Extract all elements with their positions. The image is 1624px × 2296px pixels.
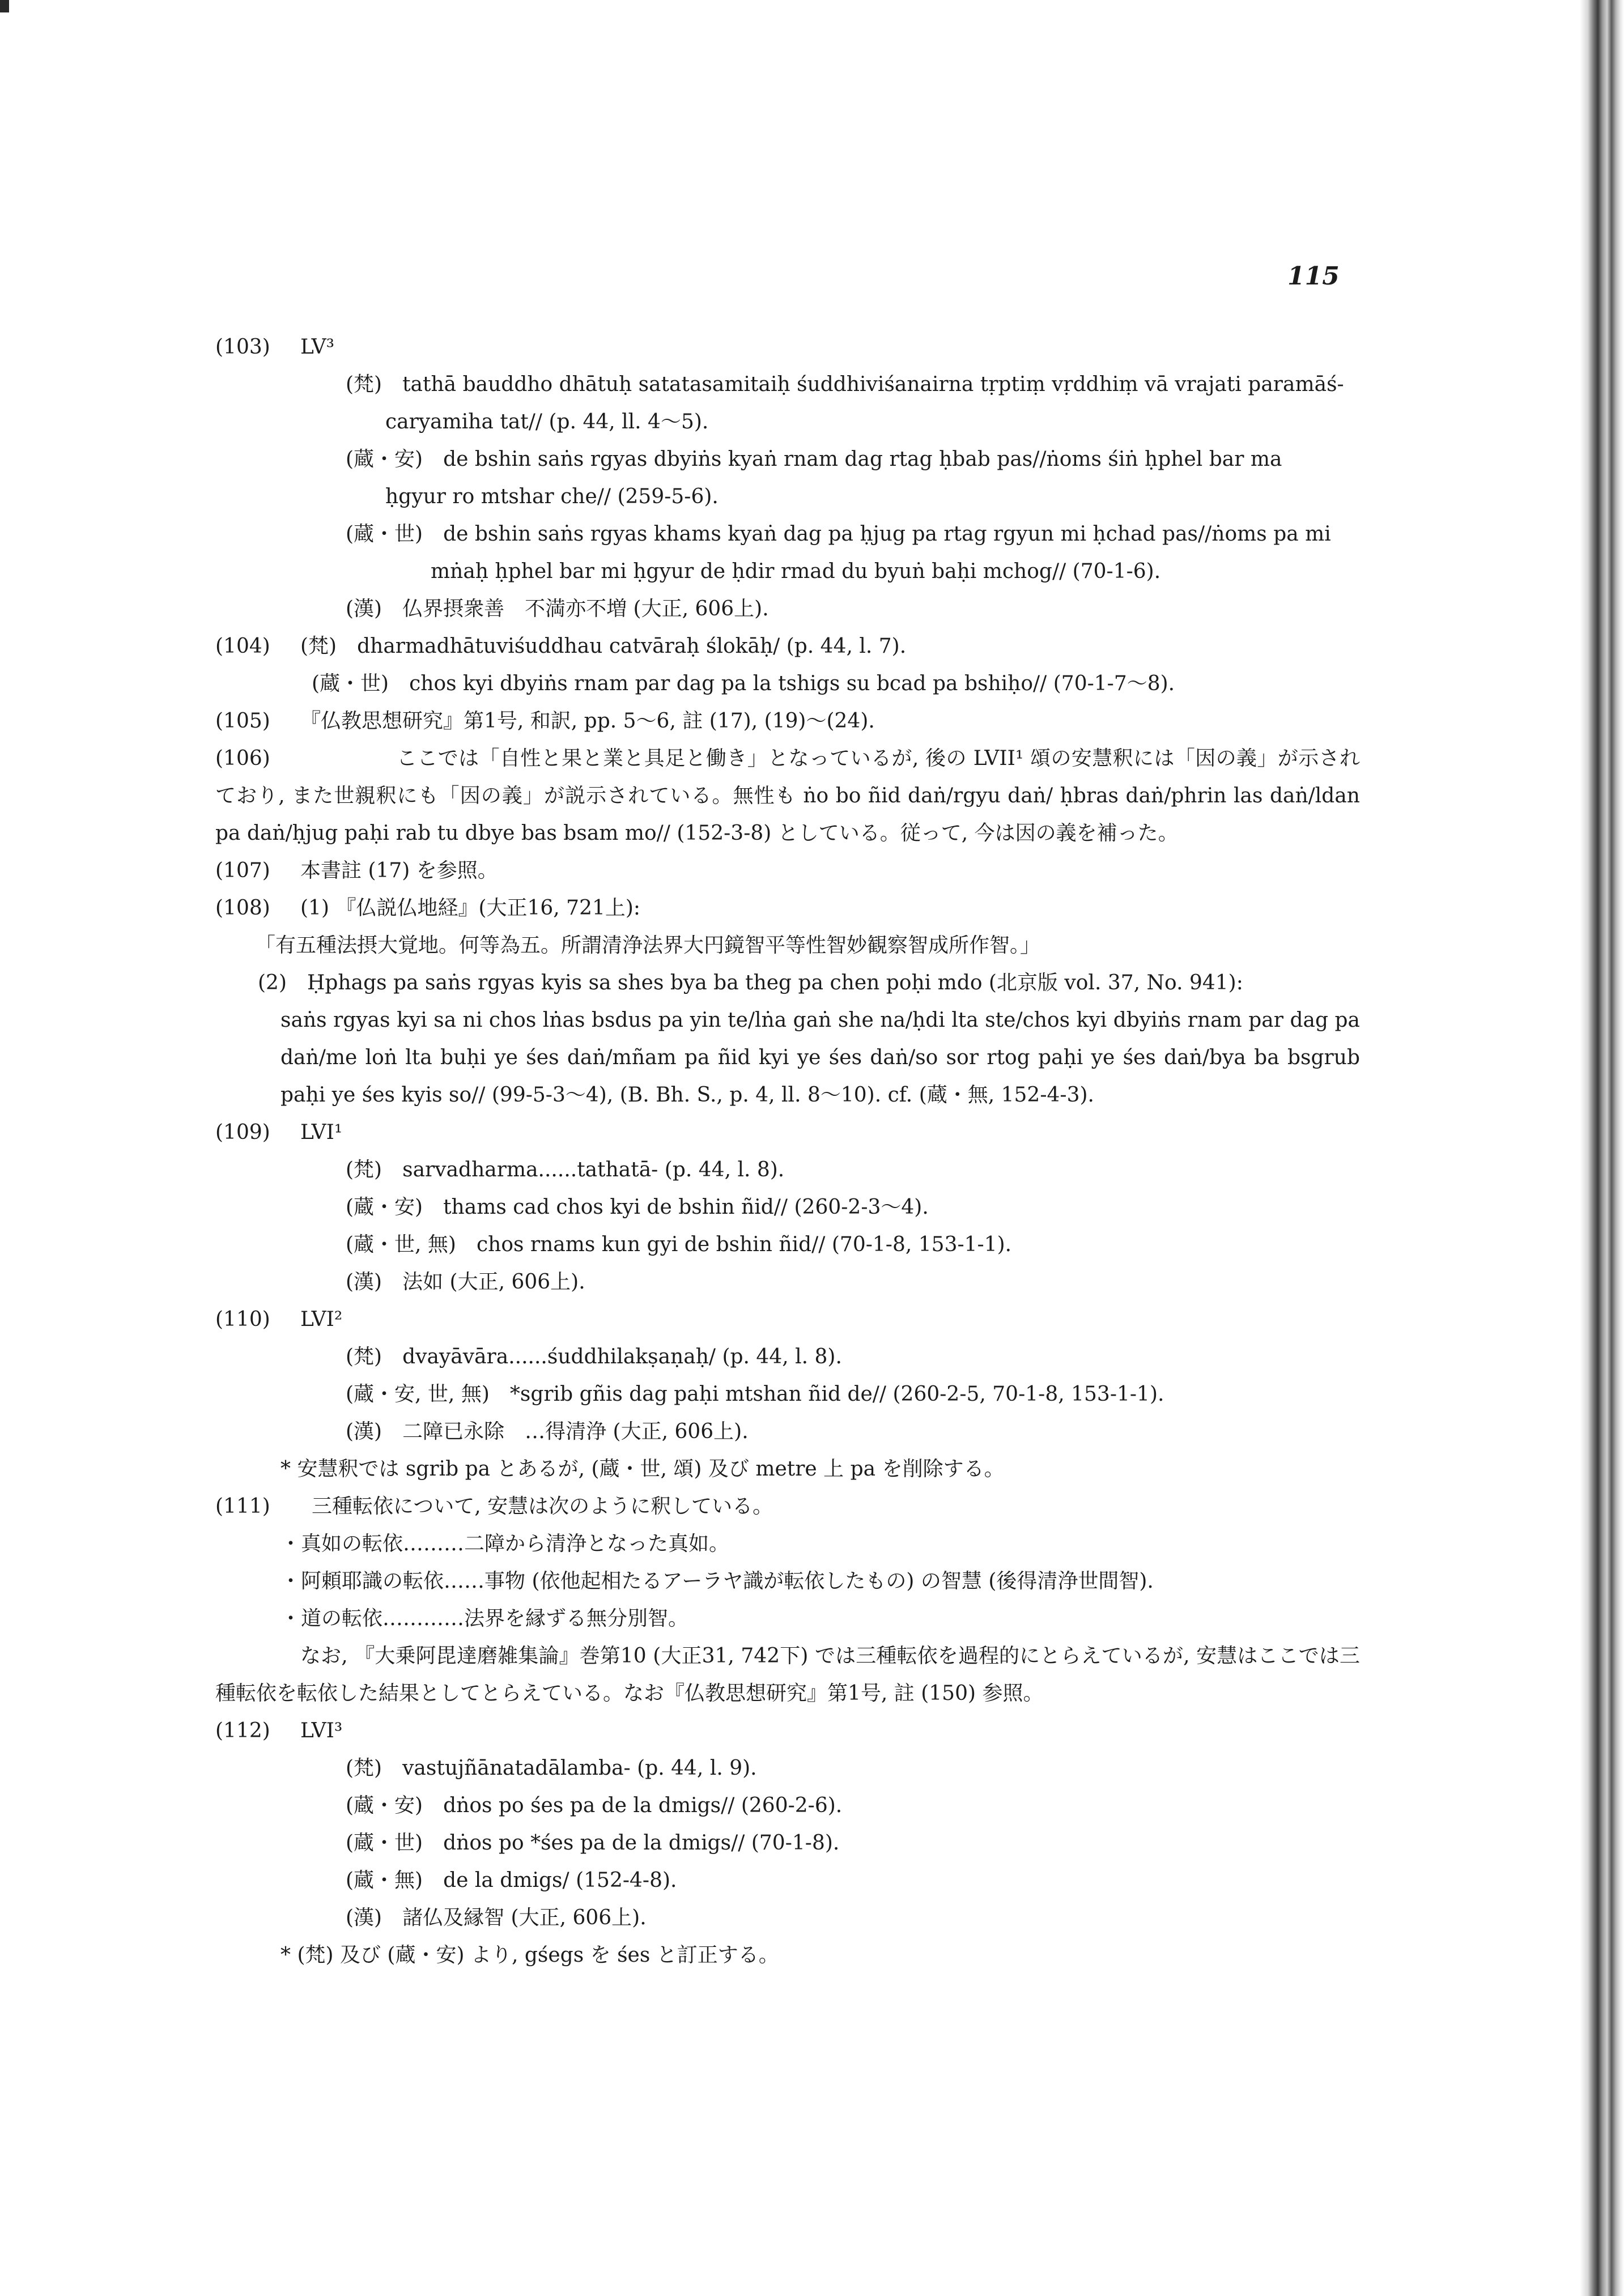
book-binding-edge	[1580, 0, 1624, 2296]
note-line: (梵) dvayāvāra......śuddhilakṣaṇaḥ/ (p. 44, l. 8).	[346, 1345, 842, 1368]
note-heading: 三種転依について, 安慧は次のように釈している。	[312, 1495, 773, 1518]
note-number: (103)	[215, 335, 270, 359]
note-line: (梵) tathā bauddho dhātuḥ satatasamitaiḥ śuddhiviśanairna tṛptiṃ vṛddhiṃ vā vrajati paramāś-	[346, 373, 1344, 396]
note-subheading: (2) Ḥphags pa saṅs rgyas kyis sa shes bya ba theg pa chen poḥi mdo (北京版 vol. 37, No. 941):	[258, 971, 1243, 994]
note-111	[215, 1488, 1360, 1525]
note-107	[215, 852, 1360, 890]
note-106	[215, 740, 1360, 852]
note-number: (108)	[215, 896, 270, 920]
note-number: (109)	[215, 1121, 270, 1144]
list-item: ・真如の転依………二障から清浄となった真如。	[280, 1532, 730, 1555]
note-heading: 『仏教思想研究』第1号, 和訳, pp. 5～6, 註 (17), (19)～(24).	[300, 709, 875, 733]
note-heading: LV³	[300, 335, 335, 359]
list-item: ・阿頼耶識の転依……事物 (依他起相たるアーラヤ識が転依したもの) の智慧 (後得清浄世間智).	[280, 1570, 1154, 1593]
note-heading: (梵) dharmadhātuviśuddhau catvāraḥ ślokāḥ/ (p. 44, l. 7).	[300, 635, 907, 658]
note-heading: (1) 『仏説仏地経』(大正16, 721上):	[300, 896, 641, 920]
note-line: (梵) vastujñānatadālamba- (p. 44, l. 9).	[346, 1757, 757, 1780]
sutra-quote: 「有五種法摂大覚地。何等為五。所謂清浄法界大円鏡智平等性智妙観察智成所作智。」	[255, 934, 1041, 957]
note-heading: LVI¹	[300, 1121, 343, 1144]
note-line: (蔵・安) de bshin saṅs rgyas dbyiṅs kyaṅ rnam dag rtag ḥbab pas//ṅoms śiṅ ḥphel bar ma	[346, 448, 1282, 471]
note-number: (106)	[215, 747, 270, 770]
note-number: (104)	[215, 635, 270, 658]
page-number: 115	[1287, 262, 1340, 291]
note-108	[215, 890, 1360, 927]
note-line: (蔵・安) thams cad chos kyi de bshin ñid// (260-2-3～4).	[346, 1196, 929, 1219]
note-line: (蔵・世) de bshin saṅs rgyas khams kyaṅ dag pa ḥjug pa rtag rgyun mi ḥchad pas//ṅoms pa mi	[346, 522, 1331, 546]
note-paragraph: ここでは「自性と果と業と具足と働き」となっているが, 後の LVII¹ 頌の安慧釈には「因の義」が示されており, また世親釈にも「因の義」が説示されている。無性も ṅo bo ñid daṅ/rgyu daṅ/ ḥbras daṅ/phrin las daṅ/ldan pa daṅ/ḥjug paḥi rab tu dbye bas bsam mo// (152-3-8) としている。従って, 今は因の義を補った。	[215, 747, 1360, 845]
note-line: (蔵・安, 世, 無) *sgrib gñis dag paḥi mtshan ñid de// (260-2-5, 70-1-8, 153-1-1).	[346, 1383, 1164, 1406]
note-line: (漢) 法如 (大正, 606上).	[346, 1270, 585, 1294]
note-heading: 本書註 (17) を参照。	[300, 859, 498, 882]
footnote: * 安慧釈では sgrib pa とあるが, (蔵・世, 頌) 及び metre 上 pa を削除する。	[280, 1457, 1005, 1481]
note-line: ḥgyur ro mtshar che// (259-5-6).	[385, 485, 719, 508]
note-heading: LVI²	[300, 1308, 343, 1331]
note-109	[215, 1114, 1360, 1151]
note-103	[215, 329, 1360, 366]
note-line: (漢) 二障已永除 …得清浄 (大正, 606上).	[346, 1420, 749, 1443]
note-line: (漢) 仏界摂衆善 不満亦不増 (大正, 606上).	[346, 597, 769, 620]
note-line: (蔵・世) chos kyi dbyiṅs rnam par dag pa la tshigs su bcad pa bshiḥo// (70-1-7～8).	[312, 672, 1175, 695]
note-number: (112)	[215, 1719, 270, 1742]
note-line: (漢) 諸仏及縁智 (大正, 606上).	[346, 1906, 647, 1929]
note-112	[215, 1712, 1360, 1750]
note-number: (107)	[215, 859, 270, 882]
note-paragraph: saṅs rgyas kyi sa ni chos lṅas bsdus pa yin te/lṅa gaṅ she na/ḥdi lta ste/chos kyi dbyiṅs rnam par dag pa daṅ/me loṅ lta buḥi ye śes daṅ/mñam pa ñid kyi ye śes daṅ/so sor rtog paḥi ye śes daṅ/bya ba bsgrub paḥi ye śes kyis so// (99-5-3～4), (B. Bh. S., p. 4, ll. 8～10). cf. (蔵・無, 152-4-3).	[280, 1009, 1360, 1107]
note-line: caryamiha tat// (p. 44, ll. 4～5).	[385, 410, 709, 433]
notes-body	[215, 329, 1360, 1974]
note-line: (梵) sarvadharma......tathatā- (p. 44, l. 8).	[346, 1158, 785, 1181]
note-105	[215, 703, 1360, 740]
note-line: (蔵・安) dṅos po śes pa de la dmigs// (260-2-6).	[346, 1794, 843, 1817]
note-number: (105)	[215, 709, 270, 733]
scan-corner-mark	[0, 0, 9, 12]
note-heading: LVI³	[300, 1719, 343, 1742]
note-line: (蔵・無) de la dmigs/ (152-4-8).	[346, 1869, 677, 1892]
note-104	[215, 628, 1360, 665]
list-item: ・道の転依…………法界を縁ずる無分別智。	[280, 1607, 689, 1630]
note-line: mṅaḥ ḥphel bar mi ḥgyur de ḥdir rmad du byuṅ baḥi mchog// (70-1-6).	[431, 560, 1161, 583]
note-line: (蔵・世) dṅos po *śes pa de la dmigs// (70-1-8).	[346, 1831, 840, 1855]
note-number: (111)	[215, 1495, 270, 1518]
note-line: (蔵・世, 無) chos rnams kun gyi de bshin ñid// (70-1-8, 153-1-1).	[346, 1233, 1012, 1256]
note-paragraph: なお, 『大乗阿毘達磨雑集論』巻第10 (大正31, 742下) では三種転依を過程的にとらえているが, 安慧はここでは三種転依を転依した結果としてとらえている。なお『仏教思想研究』第1号, 註 (150) 参照。	[215, 1644, 1360, 1705]
footnote: * (梵) 及び (蔵・安) より, gśegs を śes と訂正する。	[280, 1944, 779, 1967]
note-110	[215, 1301, 1360, 1338]
note-number: (110)	[215, 1308, 270, 1331]
